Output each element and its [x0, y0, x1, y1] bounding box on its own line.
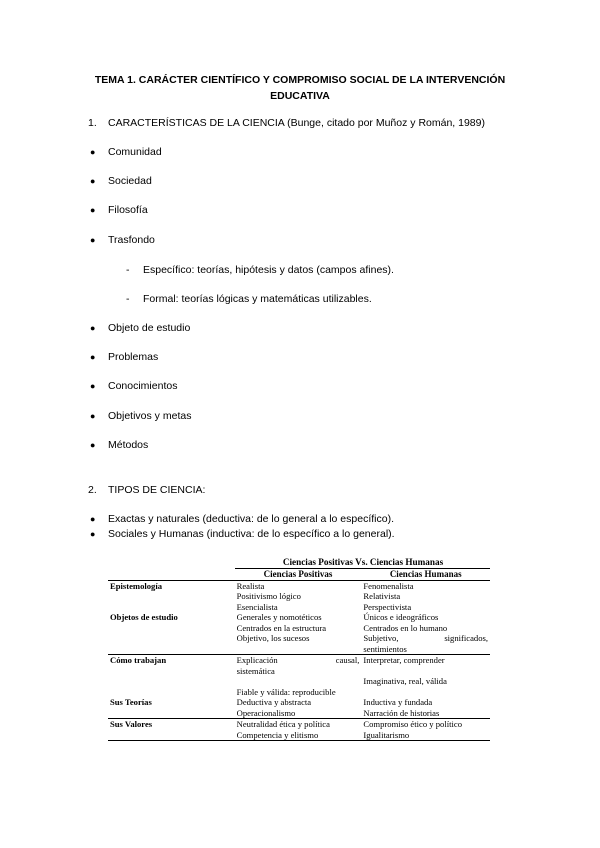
cell-humanas: Narración de historias — [363, 707, 440, 718]
title-line-1: TEMA 1. CARÁCTER CIENTÍFICO Y COMPROMISO SOCIAL DE LA INTERVENCIÓN — [94, 74, 506, 86]
bullet-icon: ● — [90, 176, 96, 186]
section-text: CARACTERÍSTICAS DE LA CIENCIA (Bunge, citado por Muñoz y Román, 1989) — [108, 117, 485, 129]
title-line-2: EDUCATIVA — [270, 90, 330, 102]
cell-humanas: Imaginativa, real, válida — [363, 676, 447, 686]
row-label — [108, 676, 235, 687]
cell-humanas: Únicos e ideográficos — [363, 612, 439, 622]
sub-list-item: - Específico: teorías, hipótesis y datos (campos afines). — [126, 264, 394, 276]
cell-positivas: Objetivo, los sucesos — [236, 633, 310, 643]
table-row — [108, 676, 490, 687]
cell-positivas: Explicación causal, sistemática — [236, 655, 360, 676]
row-label — [108, 687, 235, 698]
cell-positivas: Positivismo lógico — [236, 591, 301, 601]
cell-positivas: Esencialista — [236, 601, 278, 612]
table-row — [108, 697, 490, 708]
bullet-icon: ● — [90, 205, 96, 215]
table-title: Ciencias Positivas Vs. Ciencias Humanas — [282, 557, 444, 567]
bullet-icon: ● — [90, 529, 96, 539]
list-item: ● Sociedad — [90, 175, 152, 187]
list-item: ● Exactas y naturales (deductiva: de lo general a lo específico). — [90, 513, 394, 525]
row-label: Objetos de estudio — [110, 612, 178, 622]
cell-humanas: Relativista — [363, 591, 401, 601]
cell-positivas: Fiable y válida: reproducible — [236, 686, 336, 697]
row-label: Sus Valores — [108, 719, 235, 730]
cell-humanas: Inductiva y fundada — [363, 697, 433, 707]
list-item: ● Métodos — [90, 439, 149, 451]
list-item: ● Sociales y Humanas (inductiva: de lo específico a lo general). — [90, 528, 395, 540]
table-corner — [108, 569, 235, 581]
column-header-positivas: Ciencias Positivas — [235, 569, 362, 581]
cell-humanas: Perspectivista — [363, 601, 412, 612]
section-number: 1. — [88, 117, 97, 129]
row-label: Epistemología — [110, 580, 163, 591]
table-row — [108, 612, 490, 623]
cell-humanas: Interpretar, comprender — [361, 655, 490, 677]
table-row — [108, 580, 490, 591]
table-row — [108, 591, 490, 602]
bullet-icon: ● — [90, 440, 96, 450]
section-number: 2. — [88, 484, 97, 496]
cell-positivas: Centrados en la estructura — [236, 622, 327, 633]
cell-positivas: Operacionalismo — [236, 707, 296, 718]
table-row — [108, 730, 490, 741]
section-text: TIPOS DE CIENCIA: — [108, 484, 206, 496]
dash-icon: - — [126, 264, 130, 276]
list-item: ● Objeto de estudio — [90, 322, 191, 334]
table-body — [108, 580, 490, 741]
bullet-icon: ● — [90, 147, 96, 157]
bullet-icon: ● — [90, 514, 96, 524]
bullet-icon: ● — [90, 352, 96, 362]
section-heading-2 — [88, 484, 205, 496]
cell-positivas — [235, 676, 362, 687]
cell-positivas: Competencia y elitismo — [235, 730, 362, 741]
table-row — [108, 602, 490, 613]
table-row — [108, 687, 490, 698]
table-row — [108, 623, 490, 634]
table-row — [108, 719, 490, 730]
list-item: ● Conocimientos — [90, 380, 178, 392]
bullet-icon: ● — [90, 381, 96, 391]
list-item: ● Trasfondo — [90, 234, 155, 246]
cell-humanas: Subjetivo, significados, sentimientos — [363, 633, 488, 654]
bullet-icon: ● — [90, 411, 96, 421]
table-row — [108, 708, 490, 719]
row-label — [108, 708, 235, 719]
cell-humanas: Centrados en lo humano — [363, 622, 448, 633]
column-header-humanas: Ciencias Humanas — [361, 569, 490, 581]
document-title — [70, 72, 530, 104]
sub-list-item: - Formal: teorías lógicas y matemáticas utilizables. — [126, 293, 372, 305]
row-label: Sus Teorías — [110, 697, 152, 707]
list-item: ● Objetivos y metas — [90, 410, 192, 422]
comparison-table — [108, 556, 490, 741]
list-item: ● Filosofía — [90, 204, 148, 216]
row-label — [108, 730, 235, 741]
row-label — [108, 602, 235, 613]
list-item: ● Comunidad — [90, 146, 162, 158]
table-row — [108, 655, 490, 677]
bullet-icon: ● — [90, 235, 96, 245]
cell-humanas: Fenomenalista — [363, 580, 414, 591]
cell-humanas: Igualitarismo — [361, 730, 490, 741]
list-item: ● Problemas — [90, 351, 159, 363]
row-label — [108, 633, 235, 655]
bullet-icon: ● — [90, 323, 96, 333]
dash-icon: - — [126, 293, 130, 305]
row-label: Cómo trabajan — [108, 655, 235, 677]
cell-positivas: Generales y nomotéticos — [236, 612, 322, 622]
row-label — [108, 591, 235, 602]
row-label — [108, 623, 235, 634]
cell-humanas — [361, 687, 490, 698]
table-row — [108, 633, 490, 655]
section-heading-1 — [88, 117, 485, 129]
cell-positivas: Realista — [236, 580, 265, 591]
cell-humanas: Compromiso ético y político — [361, 719, 490, 730]
cell-positivas: Neutralidad ética y política — [235, 719, 362, 730]
cell-positivas: Deductiva y abstracta — [236, 697, 312, 707]
